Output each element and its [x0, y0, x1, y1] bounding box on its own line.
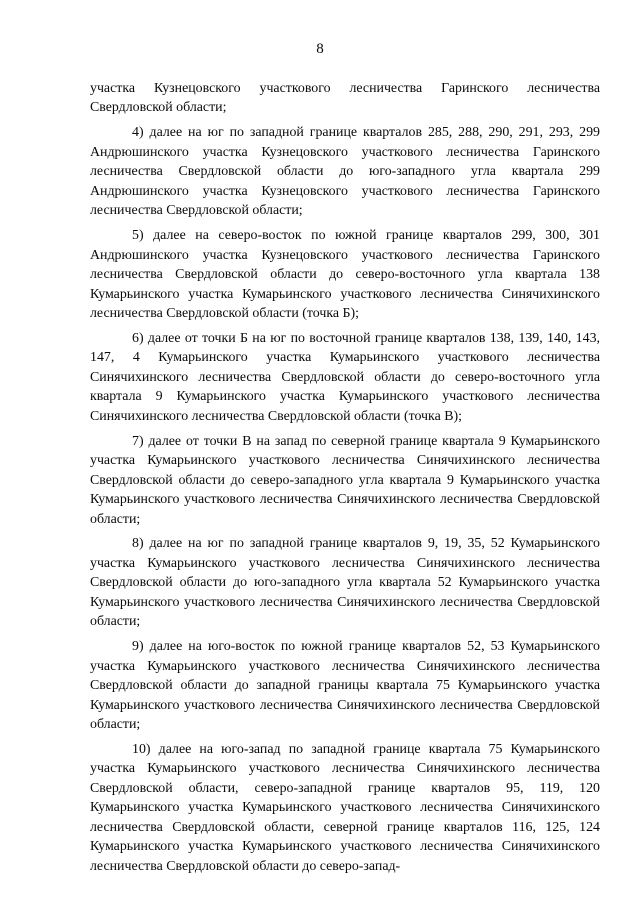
document-body — [90, 79, 600, 876]
paragraph-item-10: 10) далее на юго-запад по западной границе квартала 75 Кумарьинского участка Кумарьинского участкового лесничества Синячихинского лесничества Свердловской области, северо-западной границе кварталов 95, 119, 120 Кумарьинского участка Кумарьинского участкового лесничества Синячихинского лесничества Свердловской области, северной границе кварталов 116, 125, 124 Кумарьинского участка Кумарьинского участкового лесничества Синячихинского лесничества Свердловской области до северо-запад- — [90, 742, 600, 874]
paragraph-item-4: 4) далее на юг по западной границе кварталов 285, 288, 290, 291, 293, 299 Андрюшинского участка Кузнецовского участкового лесничества Гаринского лесничества Свердловской области до юго-западного угла квартала 299 Андрюшинского участка Кузнецовского участкового лесничества Гаринского лесничества Свердловской области; — [90, 125, 600, 219]
paragraph-item-6: 6) далее от точки Б на юг по восточной границе кварталов 138, 139, 140, 143, 147, 4 Кумарьинского участка Кумарьинского участкового лесничества Синячихинского лесничества Свердловской области до северо-восточного угла квартала 9 Кумарьинского участка Кумарьинского участкового лесничества Синячихинского лесничества Свердловской области (точка В); — [90, 330, 600, 424]
page-number: 8 — [316, 41, 324, 57]
paragraph-item-5: 5) далее на северо-восток по южной границе кварталов 299, 300, 301 Андрюшинского участка Кузнецовского участкового лесничества Гаринского лесничества Свердловской области до северо-восточного угла квартала 138 Кумарьинского участка Кумарьинского участкового лесничества Синячихинского лесничества Свердловской области (точка Б); — [90, 228, 600, 321]
paragraph-item-7: 7) далее от точки В на запад по северной границе квартала 9 Кумарьинского участка Кумарьинского участкового лесничества Синячихинского лесничества Свердловской области до северо-западного угла квартала 9 Кумарьинского участка Кумарьинского участкового лесничества Синячихинского лесничества Свердловской области; — [90, 433, 600, 527]
paragraph-item-9: 9) далее на юго-восток по южной границе кварталов 52, 53 Кумарьинского участка Кумарьинского участкового лесничества Синячихинского лесничества Свердловской области до западной границы квартала 75 Кумарьинского участка Кумарьинского участкового лесничества Синячихинского лесничества Свердловской области; — [90, 639, 600, 733]
paragraph-continuation: участка Кузнецовского участкового лесничества Гаринского лесничества Свердловской области; — [90, 81, 600, 116]
paragraph-item-8: 8) далее на юг по западной границе кварталов 9, 19, 35, 52 Кумарьинского участка Кумарьинского участкового лесничества Синячихинского лесничества Свердловской области до юго-западного угла квартала 52 Кумарьинского участка Кумарьинского участкового лесничества Синячихинского лесничества Свердловской области; — [90, 536, 600, 630]
